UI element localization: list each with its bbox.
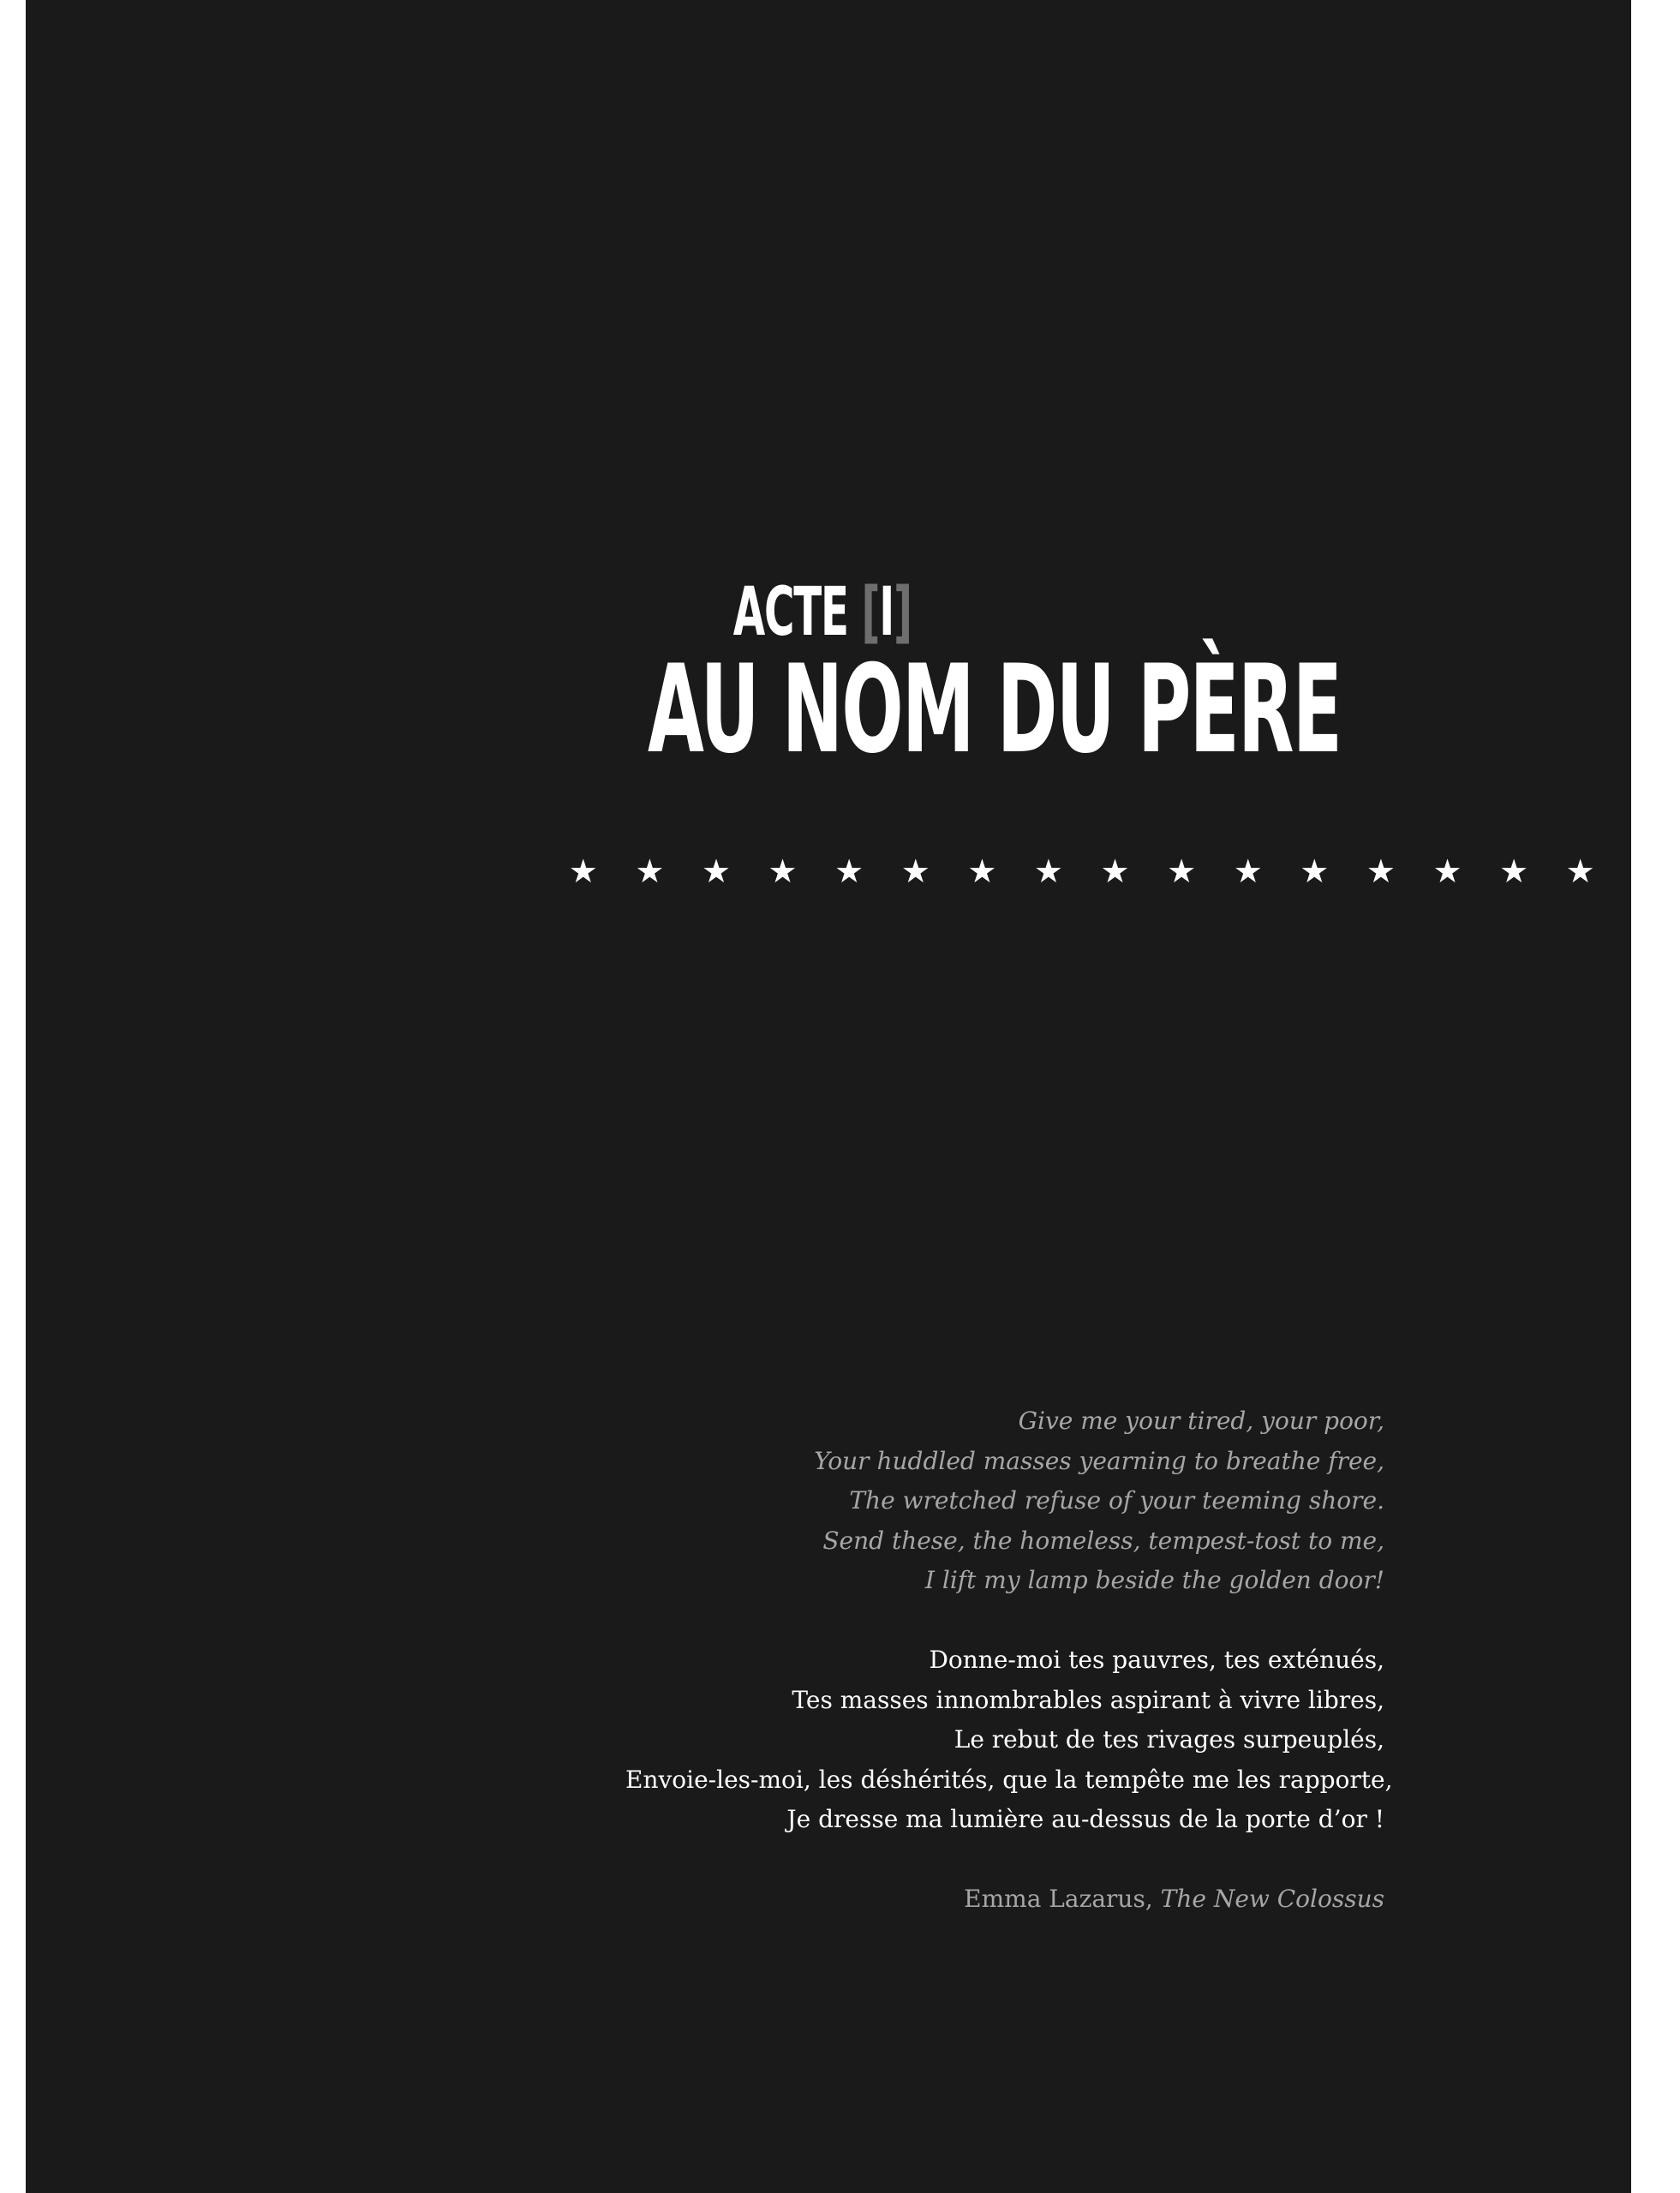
star-icon: ★ bbox=[568, 852, 598, 890]
act-word: ACTE bbox=[732, 574, 848, 651]
star-icon: ★ bbox=[967, 852, 997, 890]
english-line: Send these, the homeless, tempest-tost to me, bbox=[822, 1526, 1384, 1555]
star-icon: ★ bbox=[701, 852, 732, 890]
attribution-work: The New Colossus bbox=[1160, 1885, 1384, 1913]
star-icon: ★ bbox=[1167, 852, 1197, 890]
star-icon: ★ bbox=[635, 852, 665, 890]
french-line: Envoie-les-moi, les déshérités, que la tempête me les rapporte, bbox=[625, 1765, 1393, 1794]
french-line: Je dresse ma lumière au-dessus de la porte d’or ! bbox=[786, 1805, 1384, 1833]
chapter-title: AU NOM DU PÈRE bbox=[648, 639, 1342, 780]
french-line: Donne-moi tes pauvres, tes exténués, bbox=[929, 1646, 1384, 1674]
stanza-gap bbox=[625, 1840, 1384, 1880]
star-icon: ★ bbox=[1366, 852, 1396, 890]
star-icon: ★ bbox=[1432, 852, 1462, 890]
star-icon: ★ bbox=[1565, 852, 1595, 890]
page bbox=[26, 0, 1662, 2193]
star-icon: ★ bbox=[834, 852, 864, 890]
act-bracket-close: ] bbox=[894, 574, 912, 651]
star-icon: ★ bbox=[1300, 852, 1330, 890]
stanza-gap bbox=[625, 1601, 1384, 1641]
english-line: I lift my lamp beside the golden door! bbox=[924, 1566, 1384, 1594]
star-icon: ★ bbox=[1632, 852, 1662, 890]
epigraph bbox=[625, 1401, 1393, 1920]
epigraph-french bbox=[625, 1640, 1393, 1840]
act-number: I bbox=[879, 574, 894, 651]
star-icon: ★ bbox=[1233, 852, 1263, 890]
english-line: The wretched refuse of your teeming shore. bbox=[849, 1486, 1384, 1515]
star-divider bbox=[550, 850, 1662, 893]
star-icon: ★ bbox=[1100, 852, 1130, 890]
star-icon: ★ bbox=[900, 852, 930, 890]
english-line: Give me your tired, your poor, bbox=[1018, 1407, 1384, 1435]
french-line: Le rebut de tes rivages surpeuplés, bbox=[954, 1725, 1384, 1754]
star-icon: ★ bbox=[1033, 852, 1063, 890]
chapter-heading bbox=[531, 574, 1342, 780]
star-icon: ★ bbox=[768, 852, 798, 890]
french-line: Tes masses innombrables aspirant à vivre libres, bbox=[792, 1685, 1384, 1714]
epigraph-attribution bbox=[625, 1879, 1384, 1920]
act-bracket-open: [ bbox=[861, 574, 880, 651]
attribution-author: Emma Lazarus, bbox=[964, 1885, 1153, 1913]
english-line: Your huddled masses yearning to breathe free, bbox=[814, 1446, 1384, 1475]
epigraph-english bbox=[625, 1401, 1384, 1601]
star-icon: ★ bbox=[1499, 852, 1529, 890]
